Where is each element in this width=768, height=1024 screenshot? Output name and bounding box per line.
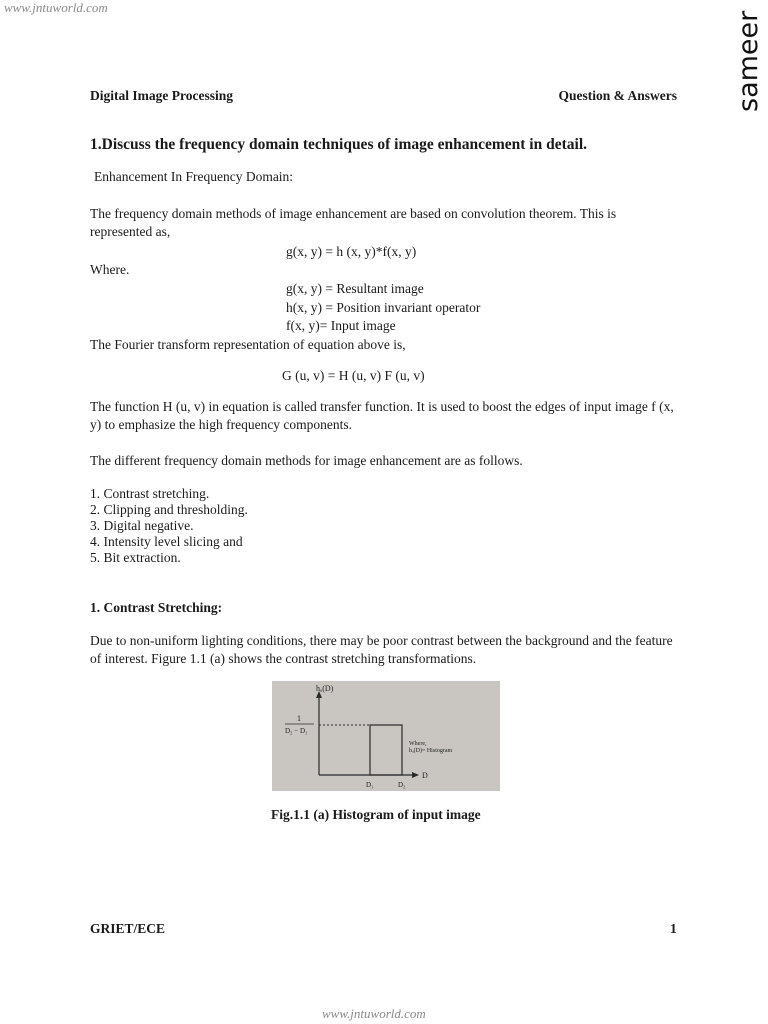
equation-fourier: G (u, v) = H (u, v) F (u, v): [282, 368, 425, 383]
tick-d2: D₂: [398, 781, 406, 789]
question-title: 1.Discuss the frequency domain techniques of image enhancement in detail.: [90, 136, 588, 153]
method-item: 3. Digital negative.: [90, 518, 194, 533]
y-axis-label: hₐ(D): [316, 684, 334, 693]
histogram-bar: [370, 725, 402, 775]
method-item: 4. Intensity level slicing and: [90, 534, 243, 549]
section-title: 1. Contrast Stretching:: [90, 600, 223, 615]
watermark-bottom: www.jntuworld.com: [322, 1006, 426, 1021]
header-left: Digital Image Processing: [90, 88, 233, 103]
where-label: Where.: [90, 262, 130, 277]
method-item: 1. Contrast stretching.: [90, 486, 210, 501]
equation-convolution: g(x, y) = h (x, y)*f(x, y): [286, 244, 417, 259]
footer-left: GRIET/ECE: [90, 921, 166, 936]
histogram-figure: [272, 681, 500, 791]
watermark-top: www.jntuworld.com: [4, 0, 108, 15]
paragraph-methods-intro: The different frequency domain methods for image enhancement are as follows.: [90, 453, 523, 468]
definition-f: f(x, y)= Input image: [286, 318, 396, 333]
method-item: 2. Clipping and thresholding.: [90, 502, 248, 517]
note-line-2: hₐ(D)= Histogram: [409, 748, 453, 754]
note-line-1: Where,: [409, 741, 427, 747]
tick-d1: D₁: [366, 781, 374, 789]
method-item: 5. Bit extraction.: [90, 550, 181, 565]
definition-h: h(x, y) = Position invariant operator: [286, 300, 481, 315]
histogram-diagram: [272, 681, 500, 791]
x-axis-label: D: [422, 771, 428, 780]
x-axis-arrow: [412, 772, 419, 778]
page-number: 1: [670, 921, 677, 936]
side-label: sameer: [733, 10, 764, 112]
figure-caption: Fig.1.1 (a) Histogram of input image: [271, 807, 481, 822]
level-numerator: 1: [297, 714, 301, 723]
subtitle: Enhancement In Frequency Domain:: [94, 169, 294, 184]
paragraph-contrast-stretching: Due to non-uniform lighting conditions, there may be poor contrast between the background and the feature of interest. Figure 1.1 (a) shows the contrast stretching transformations.: [90, 633, 673, 666]
definition-g: g(x, y) = Resultant image: [286, 281, 424, 296]
paragraph-fourier: The Fourier transform representation of equation above is,: [90, 337, 406, 352]
header-right: Question & Answers: [558, 88, 677, 103]
level-denominator: D₂ − D₁: [285, 727, 308, 735]
paragraph-convolution: The frequency domain methods of image enhancement are based on convolution theorem. This is represented as,: [90, 206, 617, 239]
paragraph-transfer-function: The function H (u, v) in equation is called transfer function. It is used to boost the edges of input image f (x, y) to emphasize the high frequency components.: [90, 399, 674, 432]
